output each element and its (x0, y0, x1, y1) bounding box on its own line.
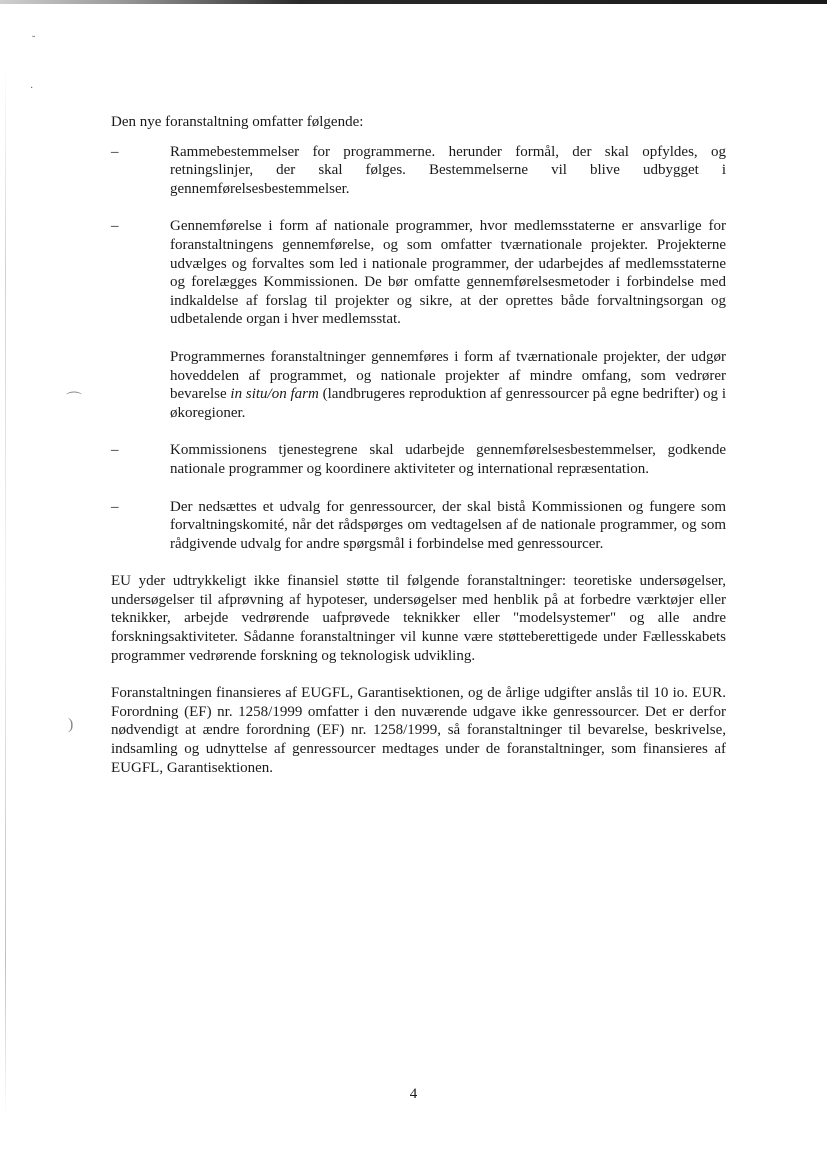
bullet-dash: – (111, 498, 119, 515)
scan-speck: ˘ (32, 35, 36, 46)
indented-paragraph-italic: in situ/on farm (230, 386, 319, 403)
list-item-text: Kommissionens tjenestegrene skal udarbejde gennemførelsesbestemmelser, godkende nationale programmer og koordinere aktiviteter og international repræsentation. (170, 442, 726, 477)
list-item (111, 143, 726, 199)
body-paragraph: Foranstaltningen finansieres af EUGFL, Garantisektionen, og de årlige udgifter anslås til 10 io. EUR. Forordning (EF) nr. 1258/1999 omfatter i den nuværende udgave ikke genressourcer. Det er derfor nødvendigt at ændre forordning (EF) nr. 1258/1999, så foranstaltninger til bevarelse, beskrivelse, indsamling og udnyttelse af genressourcer medtages under de foranstaltninger, som finansieres af EUGFL, Garantisektionen. (111, 685, 726, 776)
list-item (111, 217, 726, 329)
bullet-dash: – (111, 143, 119, 160)
scan-speck: · (30, 83, 34, 94)
indented-paragraph-text-end: (landbrugeres reproduktion af genressourcer på egne bedrifter) og i økoregioner. (170, 386, 726, 421)
list-item-text: Rammebestemmelser for programmerne. herunder formål, der skal opfyldes, og retningslinjer, der skal følges. Bestemmelserne vil blive udbygget i gennemførelsesbestemmelser. (170, 143, 726, 197)
list-item-text: Gennemførelse i form af nationale programmer, hvor medlemsstaterne er ansvarlige for foranstaltningens gennemførelse, og som omfatter tværnationale projekter. Projekterne udvælges og forvaltes som led i nationale programmer, der udarbejdes af medlemsstaterne og forelægges Kommissionen. De bør omfatte gennemførelsesmetoder i forbindelse med indkaldelse af forslag til projekter og sikre, at der oprettes både forvaltningsorgan og udbetalende organ i hver medlemsstat. (170, 218, 726, 328)
scan-mark: ) (68, 716, 74, 733)
scan-top-edge (0, 0, 827, 4)
indented-paragraph (111, 348, 726, 422)
scan-mark: ⌒ (66, 392, 83, 409)
scan-left-edge (5, 60, 6, 1120)
bullet-dash: – (111, 442, 119, 459)
list-item-text: Der nedsættes et udvalg for genressourcer, der skal bistå Kommissionen og fungere som forvaltningskomité, når det rådspørges om vedtagelsen af de nationale programmer, og som rådgivende udvalg for andre spørgsmål i forbindelse med genressourcer. (170, 498, 726, 552)
document-body (111, 113, 726, 796)
intro-line: Den nye foranstaltning omfatter følgende: (111, 114, 364, 130)
body-paragraph: EU yder udtrykkeligt ikke finansiel støtte til følgende foranstaltninger: teoretiske undersøgelser, undersøgelser til afprøvning af hypoteser, undersøgelser med henblik på at forbedre værktøjer eller teknikker, arbejde vedrørende uafprøvede teknikker eller "modelsystemer" og alle andre forskningsaktiviteter. Sådanne foranstaltninger vil kunne være støtteberettigede under Fællesskabets programmer vedrørende forskning og teknologisk udvikling. (111, 573, 726, 664)
list-item (111, 441, 726, 478)
bullet-dash: – (111, 218, 119, 235)
indented-paragraph-text: Programmernes foranstaltninger gennemføres i form af tværnationale projekter, der udgør hoveddelen af programmet, og nationale projekter af mindre omfang, som vedrører bevarelse (170, 348, 726, 403)
page-number: 4 (409, 1086, 418, 1102)
list-item (111, 498, 726, 554)
